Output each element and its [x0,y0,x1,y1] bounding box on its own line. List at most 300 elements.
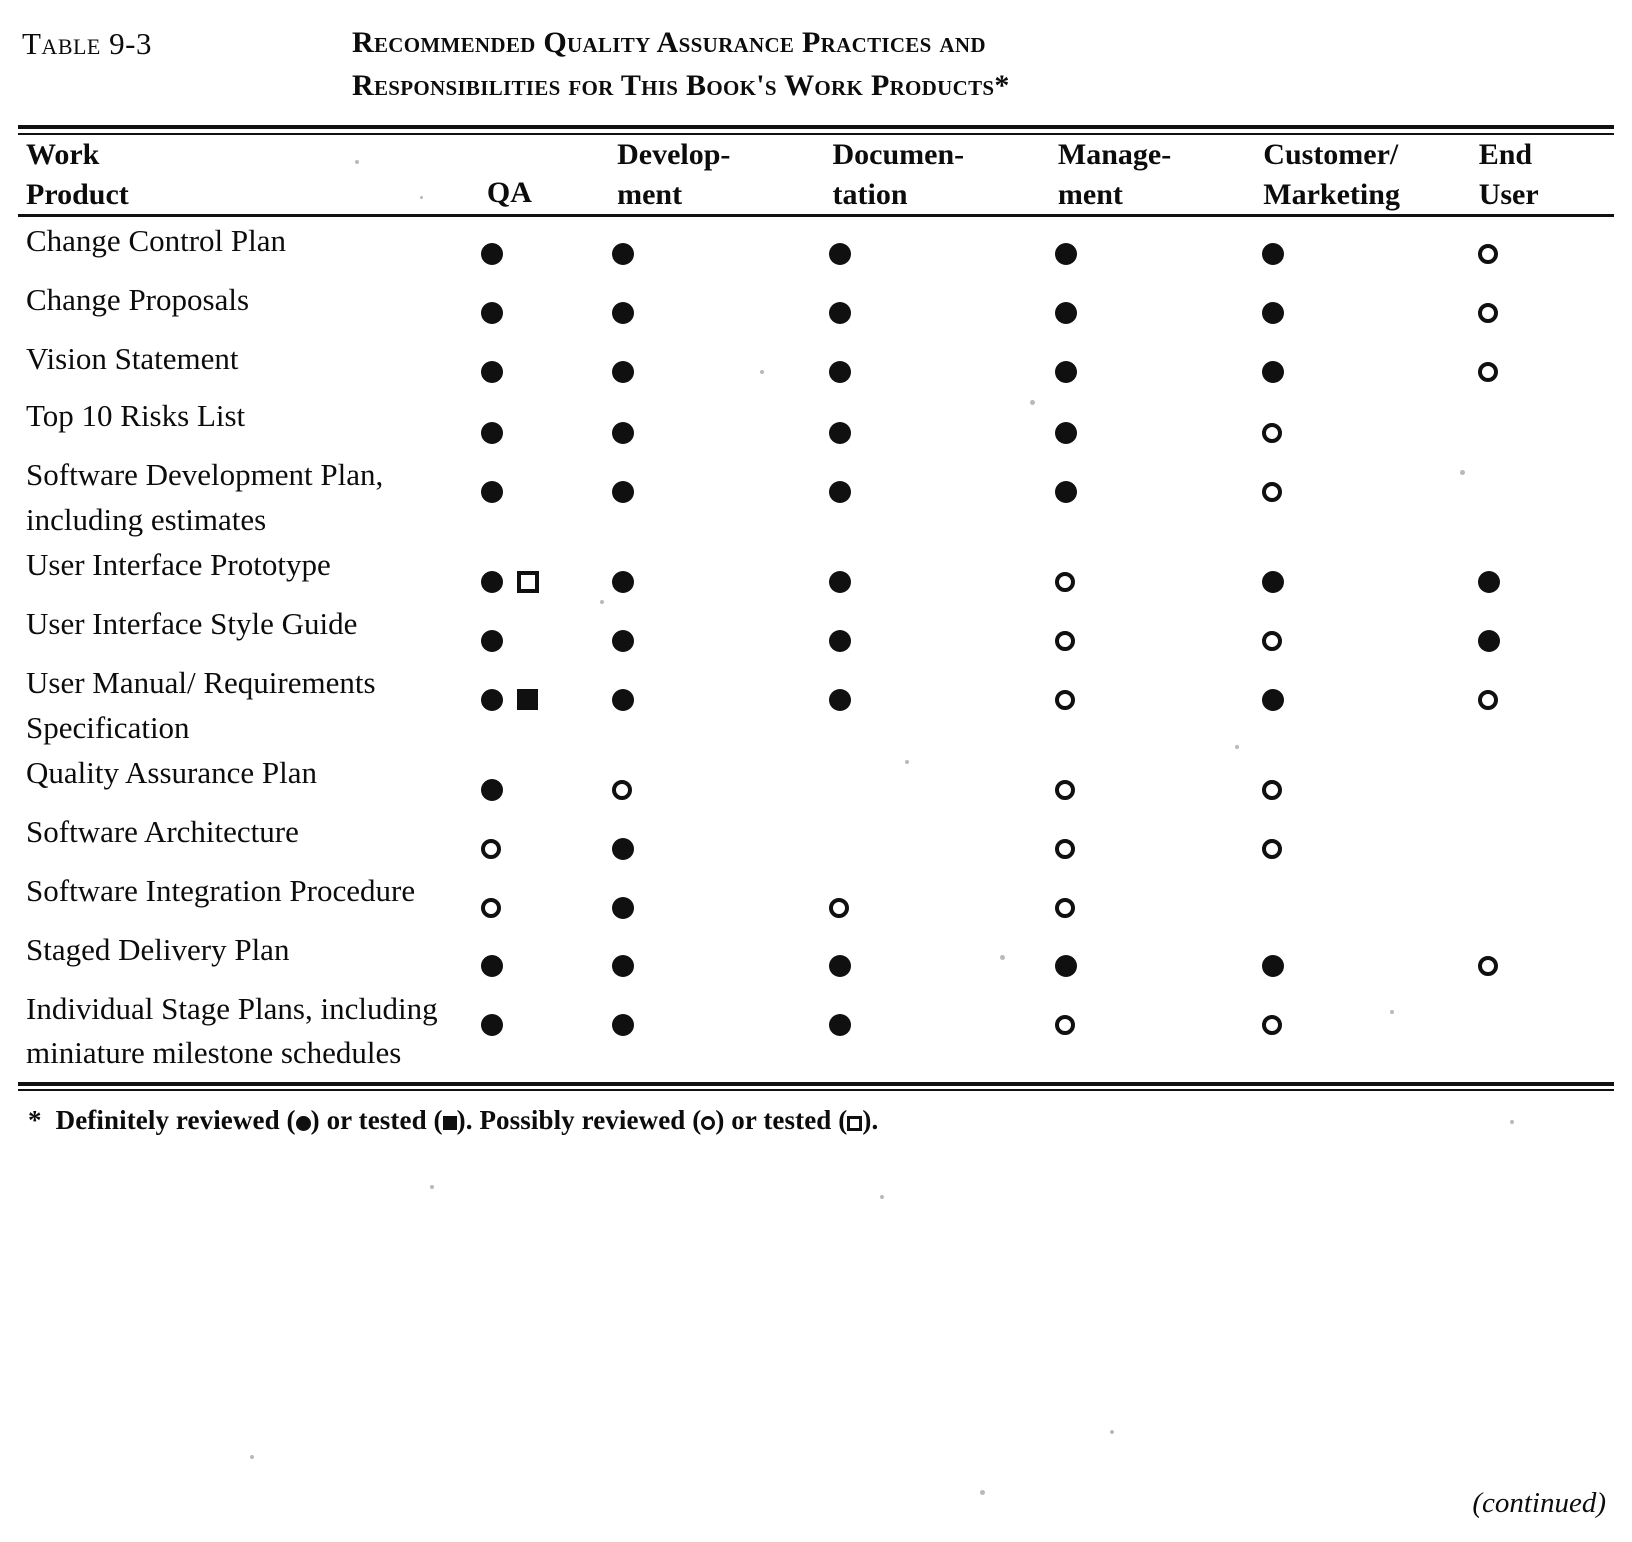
filled-circle-icon [481,689,503,711]
work-product-cell [18,394,481,453]
mark-cell-customer-marketing [1262,661,1478,751]
footnote-text [56,1105,879,1136]
mark-cell-management [1055,751,1261,810]
table-row [18,987,1614,1077]
header-qa [487,135,617,214]
work-product-label: User Interface Prototype [26,547,331,582]
filled-circle-icon [481,571,503,593]
open-circle-icon [1262,631,1282,651]
work-product-label: User Manual/ Requirements Specification [26,664,376,745]
mark-cell-development [612,217,828,276]
open-square-icon [517,571,539,593]
mark-cell-end-user [1478,394,1614,453]
mark-group [1055,412,1077,447]
header-work-product [18,135,487,214]
mark-cell-qa [481,602,612,661]
mark-cell-end-user [1478,869,1614,928]
filled-circle-icon [1055,481,1077,503]
filled-circle-icon [481,361,503,383]
filled-circle-icon [829,1014,851,1036]
header-work-product-line1: Work [26,138,100,172]
mark-group [481,233,503,268]
open-circle-icon [1055,1015,1075,1035]
mark-cell-customer-marketing [1262,928,1478,987]
continued-label: (continued) [1472,1487,1606,1519]
mark-group [481,769,503,804]
header-development-line1: Develop- [617,138,731,172]
mark-cell-end-user [1478,453,1614,543]
mark-group [481,561,539,596]
mark-group [1262,561,1284,596]
open-circle-icon [1262,1015,1282,1035]
mark-group [1262,620,1282,655]
open-circle-icon [1055,898,1075,918]
mark-cell-documentation [829,928,1056,987]
work-product-cell [18,276,481,335]
table-row [18,276,1614,335]
mark-group [1262,946,1284,981]
open-circle-icon [829,898,849,918]
table-number-text: Table 9-3 [22,26,152,61]
filled-circle-icon [1262,955,1284,977]
mark-group [829,351,851,386]
filled-circle-icon [481,422,503,444]
open-circle-icon [481,898,501,918]
open-circle-icon [1055,572,1075,592]
mark-group [1055,828,1075,863]
mark-cell-customer-marketing [1262,810,1478,869]
mark-cell-documentation [829,810,1056,869]
open-circle-icon [1262,839,1282,859]
header-documentation-line2: tation [832,177,908,211]
work-product-cell [18,928,481,987]
mark-group [1055,946,1077,981]
mark-group [829,679,851,714]
filled-circle-icon [612,422,634,444]
filled-circle-icon [481,243,503,265]
mark-group [829,471,851,506]
work-product-label: Individual Stage Plans, including miniature milestone schedules [26,990,438,1071]
mark-cell-end-user [1478,987,1614,1077]
filled-circle-icon [829,361,851,383]
work-product-label: Change Control Plan [26,223,287,259]
work-product-cell [18,543,481,602]
mark-group [829,620,851,655]
open-circle-icon [612,780,632,800]
header-documentation-line1: Documen- [832,138,965,172]
mark-group [612,233,634,268]
mark-group [829,1005,851,1040]
mark-group [481,946,503,981]
mark-group [1262,679,1284,714]
mark-cell-management [1055,543,1261,602]
mark-cell-qa [481,394,612,453]
filled-circle-icon [1262,689,1284,711]
filled-circle-icon [481,481,503,503]
header-documentation [833,135,1058,214]
table-title-block [0,0,1632,107]
mark-group [829,946,851,981]
filled-circle-icon [829,630,851,652]
scan-speck [430,1185,434,1189]
scan-speck [1110,1430,1114,1434]
filled-circle-icon [1262,571,1284,593]
open-circle-icon [481,839,501,859]
mark-group [612,351,634,386]
header-end-user [1479,135,1614,214]
header-end-user-line2: User [1478,177,1539,211]
filled-circle-icon [612,955,634,977]
mark-cell-development [612,751,828,810]
table-row [18,751,1614,810]
header-qa-label: QA [486,176,532,210]
mark-cell-management [1055,394,1261,453]
mark-cell-end-user [1478,661,1614,751]
scan-speck [250,1455,254,1459]
filled-circle-icon [829,302,851,324]
open-circle-icon [1055,631,1075,651]
mark-group [1055,292,1077,327]
work-product-label: User Interface Style Guide [26,605,358,641]
mark-group [612,412,634,447]
table-footnote [28,1105,1614,1136]
table-title-line2: Responsibilities for This Book's Work Products* [352,68,1010,102]
mark-cell-customer-marketing [1262,751,1478,810]
filled-circle-icon [1478,571,1500,593]
work-product-cell [18,661,481,751]
mark-cell-documentation [829,335,1056,394]
mark-cell-management [1055,928,1261,987]
table-head [18,135,1614,214]
mark-group [612,887,634,922]
header-work-product-line2: Product [26,177,129,211]
open-circle-icon [1055,839,1075,859]
table-row [18,810,1614,869]
header-management-line1: Manage- [1057,138,1172,172]
mark-group [1055,561,1075,596]
open-circle-icon [1055,690,1075,710]
work-product-label: Staged Delivery Plan [26,931,290,967]
open-circle-icon [1478,244,1498,264]
mark-cell-qa [481,751,612,810]
mark-cell-customer-marketing [1262,543,1478,602]
filled-circle-icon [829,689,851,711]
mark-group [1478,620,1500,655]
mark-cell-qa [481,543,612,602]
filled-circle-icon [1055,361,1077,383]
table-body [18,217,1614,1076]
open-circle-icon [1478,362,1498,382]
mark-group [1478,351,1498,386]
mark-cell-development [612,394,828,453]
mark-group [481,351,503,386]
mark-cell-qa [481,987,612,1077]
mark-cell-documentation [829,217,1056,276]
mark-cell-documentation [829,453,1056,543]
filled-circle-icon [612,302,634,324]
mark-cell-development [612,869,828,928]
header-end-user-line1: End [1478,138,1533,172]
mark-group [1055,769,1075,804]
filled-square-icon [517,689,538,710]
mark-cell-documentation [829,751,1056,810]
legend-open-circle-icon [701,1116,715,1130]
mark-group [1262,1005,1282,1040]
mark-group [1055,351,1077,386]
work-product-label: Change Proposals [26,282,250,318]
footnote-part1: Definitely reviewed ( [55,1105,296,1136]
header-development [617,135,832,214]
footnote-part5: ). [862,1105,879,1136]
filled-circle-icon [829,243,851,265]
mark-cell-development [612,928,828,987]
mark-cell-management [1055,276,1261,335]
mark-cell-development [612,335,828,394]
work-product-cell [18,453,481,543]
mark-cell-end-user [1478,276,1614,335]
filled-circle-icon [1262,361,1284,383]
filled-circle-icon [481,630,503,652]
filled-circle-icon [612,689,634,711]
filled-circle-icon [1055,955,1077,977]
table-row [18,661,1614,751]
filled-circle-icon [612,571,634,593]
table-number [22,22,352,62]
mark-cell-qa [481,810,612,869]
mark-cell-end-user [1478,335,1614,394]
mark-cell-customer-marketing [1262,335,1478,394]
mark-group [612,769,632,804]
filled-circle-icon [829,481,851,503]
mark-cell-documentation [829,394,1056,453]
mark-group [1262,769,1282,804]
mark-cell-development [612,810,828,869]
mark-cell-documentation [829,276,1056,335]
mark-cell-development [612,543,828,602]
qa-practices-table [18,135,1614,214]
footnote-part2: ) or tested ( [310,1105,443,1136]
mark-cell-qa [481,335,612,394]
mark-cell-management [1055,453,1261,543]
mark-cell-customer-marketing [1262,276,1478,335]
header-management-line2: ment [1057,177,1123,211]
mark-cell-end-user [1478,217,1614,276]
table-row [18,335,1614,394]
scan-speck [880,1195,884,1199]
table-title-line1: Recommended Quality Assurance Practices and [352,26,986,59]
mark-cell-customer-marketing [1262,394,1478,453]
mark-cell-qa [481,928,612,987]
table-title [352,22,1010,107]
mark-cell-customer-marketing [1262,602,1478,661]
filled-circle-icon [612,361,634,383]
table-top-rule [18,125,1614,135]
legend-open-square-icon [847,1116,862,1131]
mark-cell-qa [481,217,612,276]
filled-circle-icon [481,955,503,977]
mark-group [1055,471,1077,506]
mark-group [829,887,849,922]
mark-group [481,887,501,922]
mark-group [481,620,503,655]
mark-cell-qa [481,869,612,928]
header-row [18,135,1614,214]
header-customer-marketing [1263,135,1478,214]
table-row [18,394,1614,453]
filled-circle-icon [612,630,634,652]
mark-group [1055,620,1075,655]
filled-circle-icon [829,955,851,977]
mark-cell-qa [481,661,612,751]
filled-circle-icon [612,1014,634,1036]
mark-cell-documentation [829,661,1056,751]
table-row [18,602,1614,661]
filled-circle-icon [612,243,634,265]
mark-group [612,1005,634,1040]
mark-group [481,471,503,506]
filled-circle-icon [481,1014,503,1036]
mark-group [1262,471,1282,506]
header-customer-line1: Customer/ [1263,138,1399,172]
work-product-cell [18,335,481,394]
mark-group [1262,351,1284,386]
table-row [18,869,1614,928]
mark-cell-documentation [829,869,1056,928]
mark-cell-management [1055,987,1261,1077]
mark-group [612,679,634,714]
mark-cell-customer-marketing [1262,987,1478,1077]
work-product-label: Software Integration Procedure [26,872,416,908]
mark-cell-documentation [829,602,1056,661]
open-circle-icon [1262,482,1282,502]
mark-cell-documentation [829,543,1056,602]
mark-group [829,292,851,327]
mark-group [612,946,634,981]
mark-cell-qa [481,453,612,543]
mark-group [1478,561,1500,596]
mark-cell-qa [481,276,612,335]
mark-cell-documentation [829,987,1056,1077]
work-product-label: Vision Statement [26,341,239,377]
mark-cell-management [1055,810,1261,869]
mark-cell-development [612,602,828,661]
mark-group [1478,946,1498,981]
mark-group [1262,828,1282,863]
mark-group [1055,233,1077,268]
work-product-cell [18,869,481,928]
filled-circle-icon [1262,302,1284,324]
mark-group [1262,412,1282,447]
work-product-label: Software Architecture [26,813,299,849]
mark-group [612,561,634,596]
mark-group [1262,233,1284,268]
open-circle-icon [1055,780,1075,800]
filled-circle-icon [481,302,503,324]
mark-cell-customer-marketing [1262,217,1478,276]
mark-group [481,828,501,863]
mark-cell-management [1055,335,1261,394]
mark-group [481,1005,503,1040]
legend-filled-square-icon [443,1116,457,1130]
mark-cell-end-user [1478,928,1614,987]
mark-group [1262,292,1284,327]
mark-group [612,471,634,506]
mark-cell-end-user [1478,602,1614,661]
mark-cell-development [612,661,828,751]
open-circle-icon [1478,303,1498,323]
mark-cell-customer-marketing [1262,453,1478,543]
table-row [18,453,1614,543]
mark-cell-end-user [1478,751,1614,810]
open-circle-icon [1262,423,1282,443]
mark-cell-management [1055,217,1261,276]
work-product-cell [18,987,481,1077]
mark-group [1055,679,1075,714]
work-product-label: Software Development Plan, including estimates [26,457,384,538]
mark-cell-development [612,987,828,1077]
filled-circle-icon [1055,302,1077,324]
header-management [1058,135,1263,214]
filled-circle-icon [1055,422,1077,444]
mark-cell-management [1055,602,1261,661]
filled-circle-icon [1478,630,1500,652]
mark-cell-customer-marketing [1262,869,1478,928]
footnote-part4: ) or tested ( [715,1105,848,1136]
open-circle-icon [1478,690,1498,710]
mark-group [481,412,503,447]
filled-circle-icon [1055,243,1077,265]
footnote-marker: * [28,1105,42,1136]
mark-cell-development [612,453,828,543]
mark-group [1055,887,1075,922]
filled-circle-icon [1262,243,1284,265]
work-product-cell [18,810,481,869]
open-circle-icon [1478,956,1498,976]
filled-circle-icon [612,481,634,503]
mark-group [612,828,634,863]
mark-cell-management [1055,869,1261,928]
mark-group [829,233,851,268]
mark-cell-end-user [1478,810,1614,869]
filled-circle-icon [829,571,851,593]
mark-group [829,561,851,596]
footnote-part3: ). Possibly reviewed ( [456,1105,702,1136]
mark-group [829,412,851,447]
mark-group [1478,233,1498,268]
work-product-cell [18,217,481,276]
mark-cell-management [1055,661,1261,751]
mark-group [481,679,538,714]
work-product-cell [18,602,481,661]
filled-circle-icon [612,838,634,860]
work-product-cell [18,751,481,810]
work-product-label: Top 10 Risks List [26,398,246,434]
header-customer-line2: Marketing [1263,177,1400,211]
table-row [18,217,1614,276]
open-circle-icon [1262,780,1282,800]
qa-practices-body [18,217,1614,1076]
table-row [18,928,1614,987]
header-development-line2: ment [617,177,683,211]
mark-group [612,292,634,327]
filled-circle-icon [481,779,503,801]
scan-speck [980,1490,985,1495]
work-product-label: Quality Assurance Plan [26,754,318,790]
filled-circle-icon [829,422,851,444]
legend-filled-circle-icon [296,1116,311,1131]
mark-cell-end-user [1478,543,1614,602]
table-bottom-rule [18,1082,1614,1091]
